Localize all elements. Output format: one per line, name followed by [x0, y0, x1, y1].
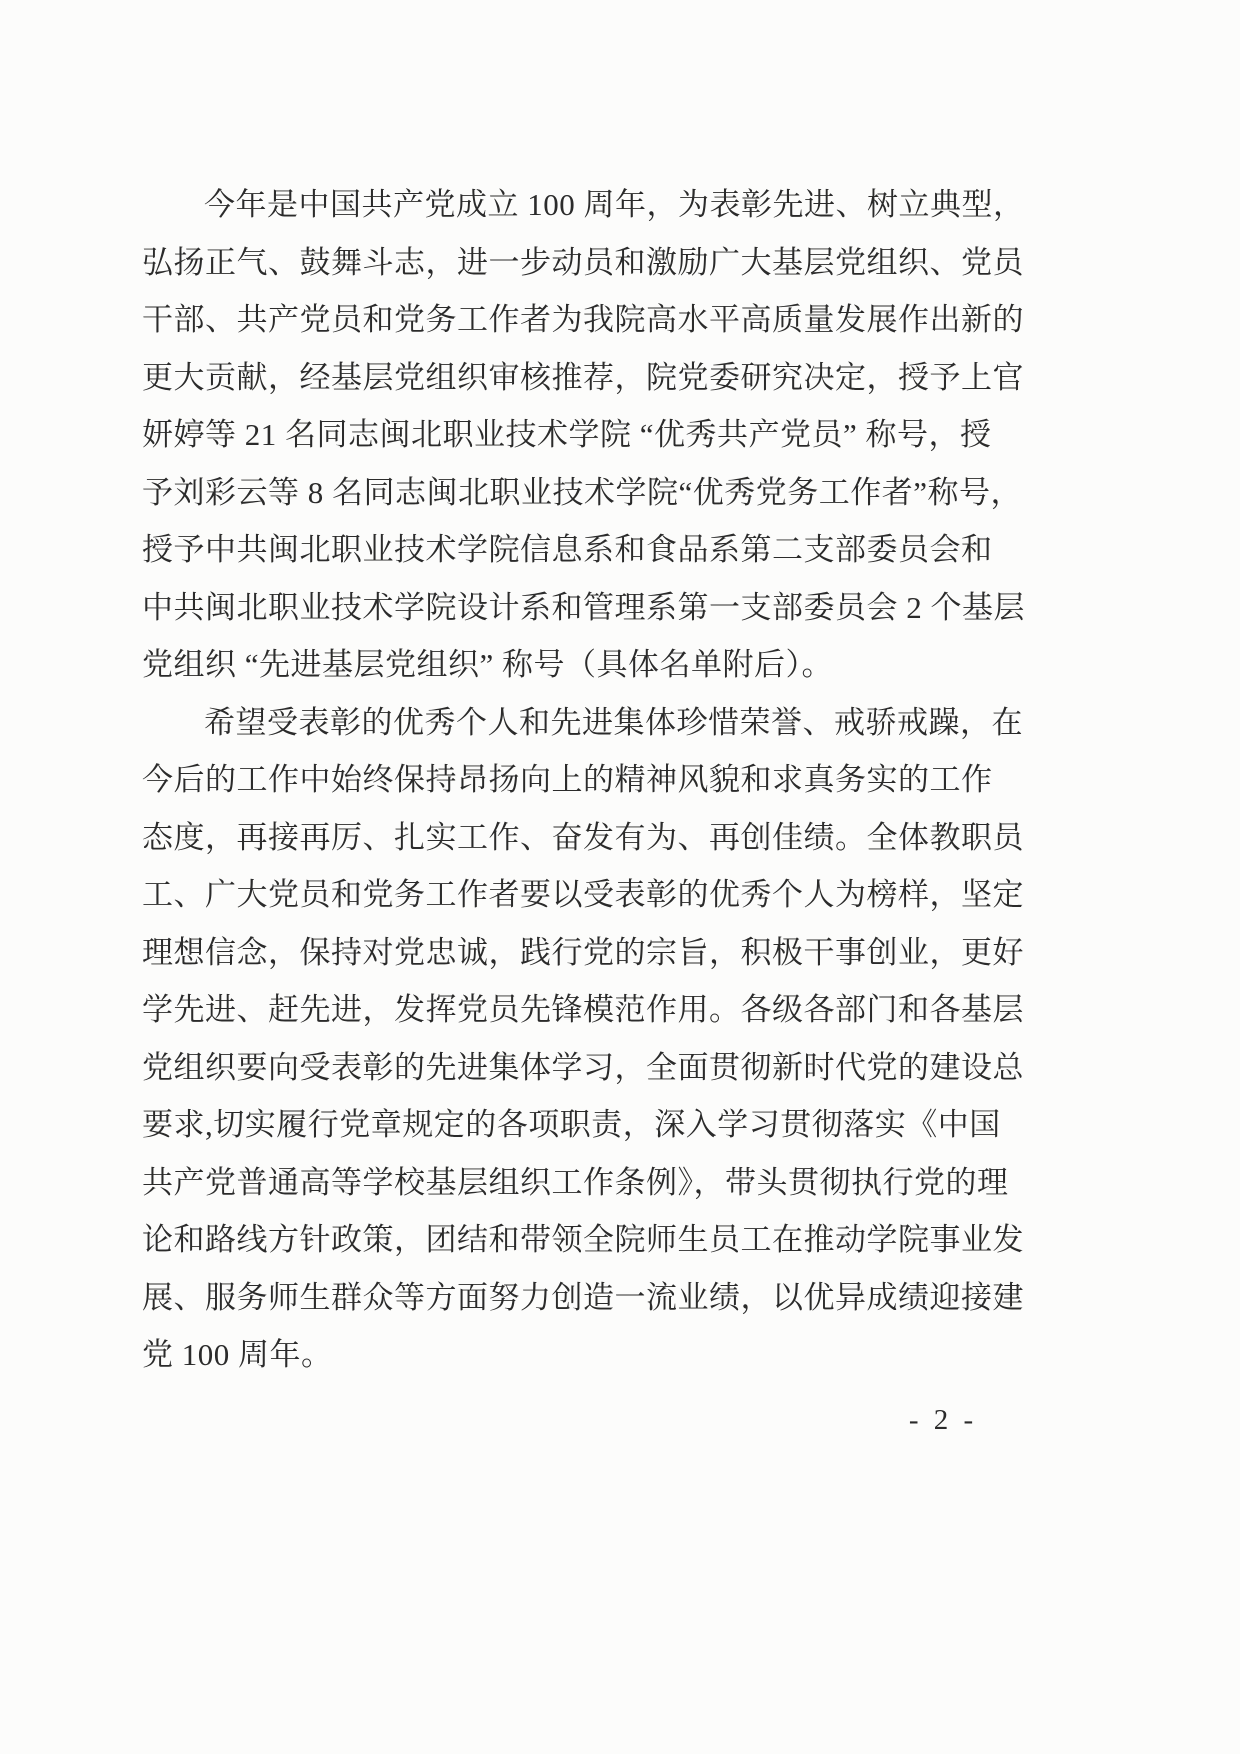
text-line: 予刘彩云等 8 名同志闽北职业技术学院“优秀党务工作者”称号，	[142, 474, 1023, 510]
text-line: 希望受表彰的优秀个人和先进集体珍惜荣誉、戒骄戒躁，在	[204, 704, 1023, 740]
text-line: 学先进、赶先进，发挥党员先锋模范作用。各级各部门和各基层	[142, 992, 1024, 1027]
text-line: 共产党普通高等学校基层组织工作条例》，带头贯彻执行党的理	[142, 1164, 1009, 1200]
text-line: 今年是中国共产党成立 100 周年，为表彰先进、树立典型，	[204, 187, 1025, 222]
text-line: 展、服务师生群众等方面努力创造一流业绩，以优异成绩迎接建	[142, 1279, 1024, 1315]
text-line: 工、广大党员和党务工作者要以受表彰的优秀个人为榜样，坚定	[142, 877, 1024, 912]
text-line: 授予中共闽北职业技术学院信息系和食品系第二支部委员会和	[142, 532, 993, 567]
text-line: 弘扬正气、鼓舞斗志，进一步动员和激励广大基层党组织、党员	[142, 244, 1024, 280]
paragraphs-container	[142, 176, 1025, 1384]
text-line: 论和路线方针政策，团结和带领全院师生员工在推动学院事业发	[142, 1222, 1024, 1257]
text-line: 党 100 周年。	[142, 1337, 333, 1372]
text-line: 态度，再接再厉、扎实工作、奋发有为、再创佳绩。全体教职员	[142, 819, 1024, 855]
page-number: - 2 -	[908, 1404, 978, 1436]
paragraph	[142, 176, 1025, 694]
text-line: 今后的工作中始终保持昂扬向上的精神风貌和求真务实的工作	[142, 762, 993, 797]
text-line: 更大贡献，经基层党组织审核推荐，院党委研究决定，授予上官	[142, 359, 1024, 395]
text-line: 中共闽北职业技术学院设计系和管理系第一支部委员会 2 个基层	[142, 589, 1025, 625]
text-line: 党组织 “先进基层党组织” 称号（具体名单附后）。	[142, 647, 834, 682]
paragraph	[142, 694, 1024, 1384]
text-line: 要求,切实履行党章规定的各项职责，深入学习贯彻落实《中国	[142, 1107, 1001, 1142]
text-line: 党组织要向受表彰的先进集体学习，全面贯彻新时代党的建设总	[142, 1049, 1024, 1085]
text-line: 理想信念，保持对党忠诚，践行党的宗旨，积极干事创业，更好	[142, 934, 1024, 970]
text-line: 干部、共产党员和党务工作者为我院高水平高质量发展作出新的	[142, 302, 1024, 337]
document-body	[142, 176, 1025, 1384]
text-line: 妍婷等 21 名同志闽北职业技术学院 “优秀共产党员” 称号，授	[142, 417, 992, 452]
